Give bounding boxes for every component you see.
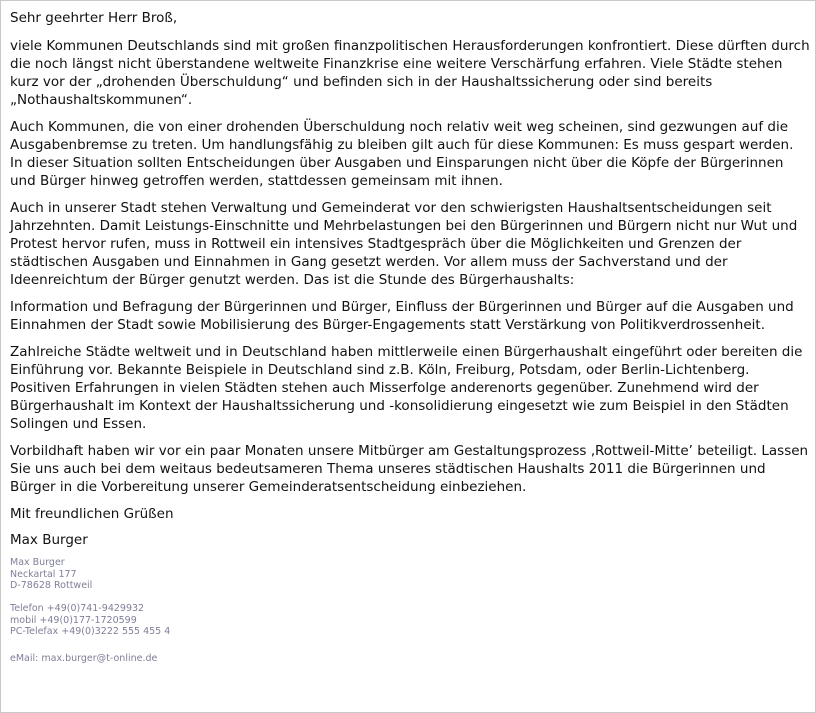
letter-paragraph-6: Vorbildhaft haben wir vor ein paar Monaten unsere Mitbürger am Gestaltungsprozess ‚Rottweil-Mitte’ beteiligt. Lassen Sie uns auch bei dem weitaus bedeutsameren Thema unseres städtischen Haushalts 2011 die Bürgerinnen und Bürger in die Vorbereitung unserer Gemeinderatsentscheidung einbeziehen. — [10, 443, 809, 495]
letter-paragraph-3: Auch in unserer Stadt stehen Verwaltung und Gemeinderat vor den schwierigsten Haushaltsentscheidungen seit Jahrzehnten. Damit Leistungs-Einschnitte und Mehrbelastungen bei den Bürgerinnen und Bürgern nicht nur Wut und Protest hervor rufen, muss in Rottweil ein intensives Stadtgespräch über die Möglichkeiten und Grenzen der städtischen Ausgaben und Einnahmen in Gang gesetzt werden. Vor allem muss der Sachverstand und der Ideenreichtum der Bürger genutzt werden. Das ist die Stunde des Bürgerhaushalts: — [10, 200, 798, 288]
letter-closing: Mit freundlichen Grüßen — [10, 506, 174, 522]
letter-paragraph-5: Zahlreiche Städte weltweit und in Deutschland haben mittlerweile einen Bürgerhaushalt eingeführt oder bereiten die Einführung vor. Bekannte Beispiele in Deutschland sind z.B. Köln, Freiburg, Potsdam, oder Berlin-Lichtenberg. Positiven Erfahrungen in vielen Städten stehen auch Misserfolge anderenorts gegenüber. Zunehmend wird der Bürgerhaushalt im Kontext der Haushaltssicherung und -konsolidierung eingesetzt wie zum Beispiel in den Städten Solingen und Essen. — [10, 344, 803, 432]
message-body — [10, 9, 810, 664]
signature-city: D-78628 Rottweil — [10, 580, 93, 591]
signature-fax: PC-Telefax +49(0)3222 555 455 4 — [10, 626, 171, 637]
signature-mobile: mobil +49(0)177-1720599 — [10, 614, 137, 626]
signature-name: Max Burger — [10, 557, 65, 568]
signature-spacer — [10, 638, 810, 653]
letter-paragraph-2: Auch Kommunen, die von einer drohenden Überschuldung noch relativ weit weg scheinen, sind gezwungen auf die Ausgabenbremse zu treten. Um handlungsfähig zu bleiben gilt auch für diese Kommunen: Es muss gespart werden. In dieser Situation sollten Entscheidungen über Ausgaben und Einsparungen nicht über die Köpfe der Bürgerinnen und Bürger hinweg getroffen werden, stattdessen gemeinsam mit ihnen. — [10, 119, 794, 189]
letter-sender-name: Max Burger — [10, 532, 88, 548]
signature-phone: Telefon +49(0)741-9429932 — [10, 603, 145, 614]
letter-greeting: Sehr geehrter Herr Broß, — [10, 10, 178, 26]
signature-street: Neckartal 177 — [10, 568, 77, 580]
signature-email[interactable]: eMail: max.burger@t-online.de — [10, 652, 158, 664]
email-signature — [10, 557, 810, 664]
letter-paragraph-1: viele Kommunen Deutschlands sind mit großen finanzpolitischen Herausforderungen konfrontiert. Diese dürften durch die noch längst nicht überstandene weltweite Finanzkrise eine weitere Verschärfung erfahren. Viele Städte stehen kurz vor der „drohenden Überschuldung“ und befinden sich in der Haushaltssicherung oder sind bereits „Nothaushaltskommunen“. — [10, 38, 810, 108]
signature-spacer — [10, 592, 810, 604]
letter-paragraph-4: Information und Befragung der Bürgerinnen und Bürger, Einfluss der Bürgerinnen und Bürger auf die Ausgaben und Einnahmen der Stadt sowie Mobilisierung des Bürger-Engagements statt Verstärkung von Politikverdrossenheit. — [10, 299, 794, 333]
